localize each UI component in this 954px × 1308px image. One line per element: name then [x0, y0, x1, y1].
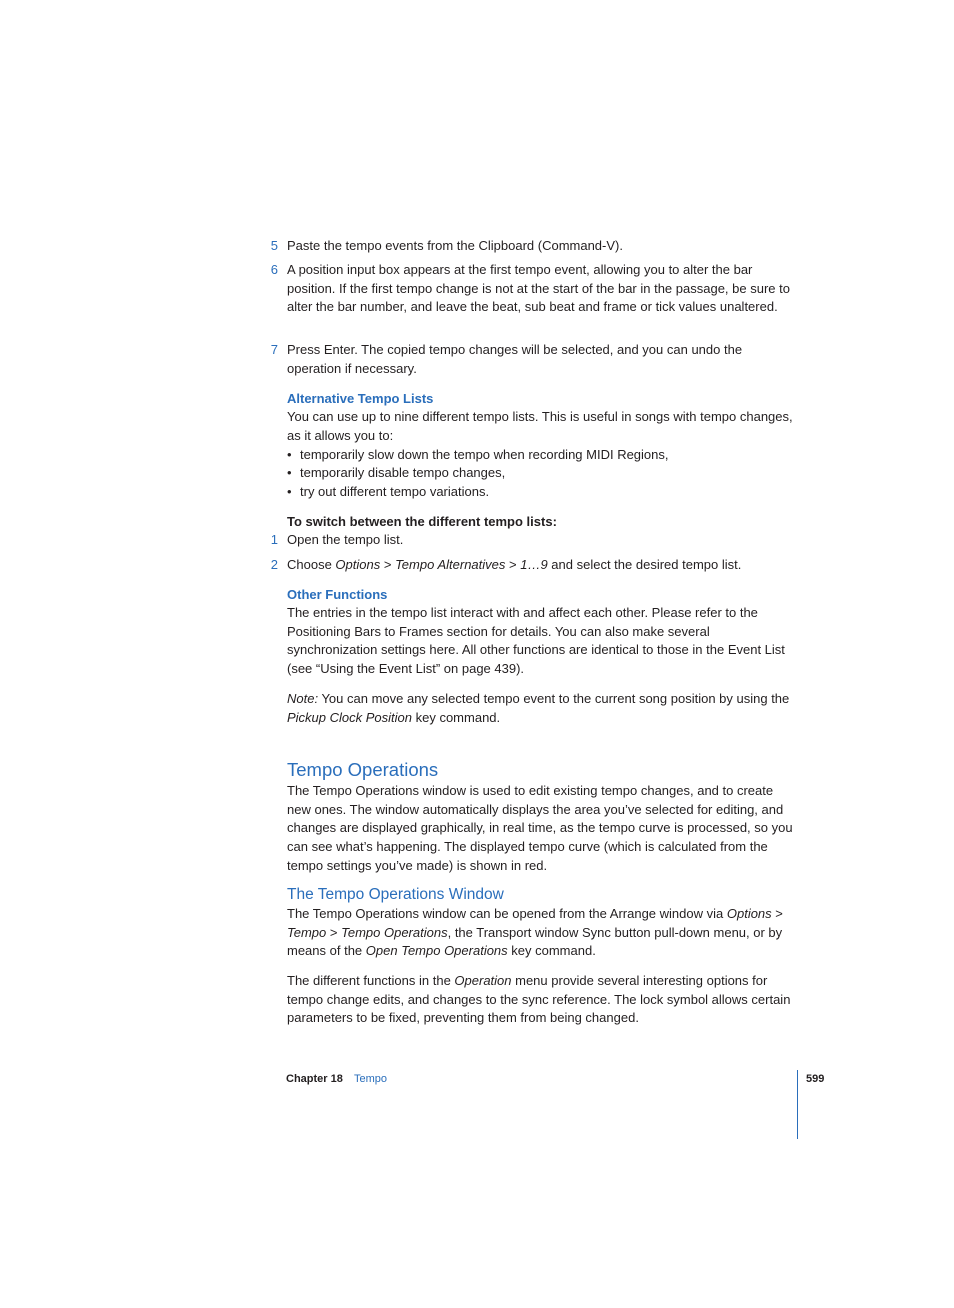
bullet-icon: • [287, 447, 292, 462]
step-number: 2 [270, 557, 278, 572]
step-number: 5 [270, 238, 278, 253]
step-text: Open the tempo list. [287, 532, 404, 547]
alternative-tempo-lists-heading: Alternative Tempo Lists [287, 391, 434, 406]
bullet-item: try out different tempo variations. [300, 484, 490, 499]
footer-chapter: Chapter 18 [286, 1073, 343, 1085]
section-title: Tempo Operations [287, 759, 439, 780]
step-text: Choose Options > Tempo Alternatives > 1…9 and select the desired tempo list. [287, 557, 742, 572]
subsection-paragraph: The different functions in the Operation menu provide several interesting options for tempo change edits, and changes to the sync reference. The lock symbol allows certain parameters to be fixed, preventing them from being changed. [287, 973, 791, 1026]
subsection-title: The Tempo Operations Window [287, 886, 504, 903]
other-functions-heading: Other Functions [287, 587, 388, 602]
footer-divider [797, 1070, 798, 1139]
bullet-item: temporarily slow down the tempo when recording MIDI Regions, [300, 447, 669, 462]
bullet-item: temporarily disable tempo changes, [300, 465, 506, 480]
subsection-paragraph: The Tempo Operations window can be opened from the Arrange window via Options > Tempo > Tempo Operations, the Transport window Sync button pull-down menu, or by means of the Open Tempo Operations key command. [287, 906, 783, 959]
note-paragraph: Note: You can move any selected tempo event to the current song position by using the Pickup Clock Position key command. [287, 691, 790, 725]
other-functions-body: The entries in the tempo list interact with and affect each other. Please refer to the Positioning Bars to Frames section for details. You can also make several synchronization settings here. All other functions are identical to those in the Event List (see “Using the Event List” on page 439). [287, 605, 785, 677]
step-number: 7 [270, 342, 278, 357]
alternative-tempo-lists-intro: You can use up to nine different tempo lists. This is useful in songs with tempo changes, as it allows you to: [287, 409, 793, 443]
bullet-icon: • [287, 484, 292, 499]
step-text: A position input box appears at the first tempo event, allowing you to alter the bar position. If the first tempo change is not at the start of the bar in the passage, be sure to alter the bar number, and leave the beat, sub beat and frame or tick values unaltered. [287, 262, 790, 315]
step-text: Paste the tempo events from the Clipboard (Command-V). [287, 238, 623, 253]
section-body: The Tempo Operations window is used to edit existing tempo changes, and to create new ones. The window automatically displays the area you’ve selected for editing, and changes are displayed graphically, in real time, as the tempo curve is processed, so you can see what’s happening. The displayed tempo curve (which is calculated from the tempo settings you’ve made) is shown in red. [287, 783, 793, 873]
step-text: Press Enter. The copied tempo changes will be selected, and you can undo the operation if necessary. [287, 342, 743, 376]
step-number: 1 [270, 532, 278, 547]
footer-chapter-link[interactable]: Tempo [354, 1073, 388, 1085]
page-number: 599 [806, 1073, 825, 1085]
bullet-icon: • [287, 465, 292, 480]
step-number: 6 [270, 262, 278, 277]
task-heading: To switch between the different tempo lists: [287, 514, 557, 529]
